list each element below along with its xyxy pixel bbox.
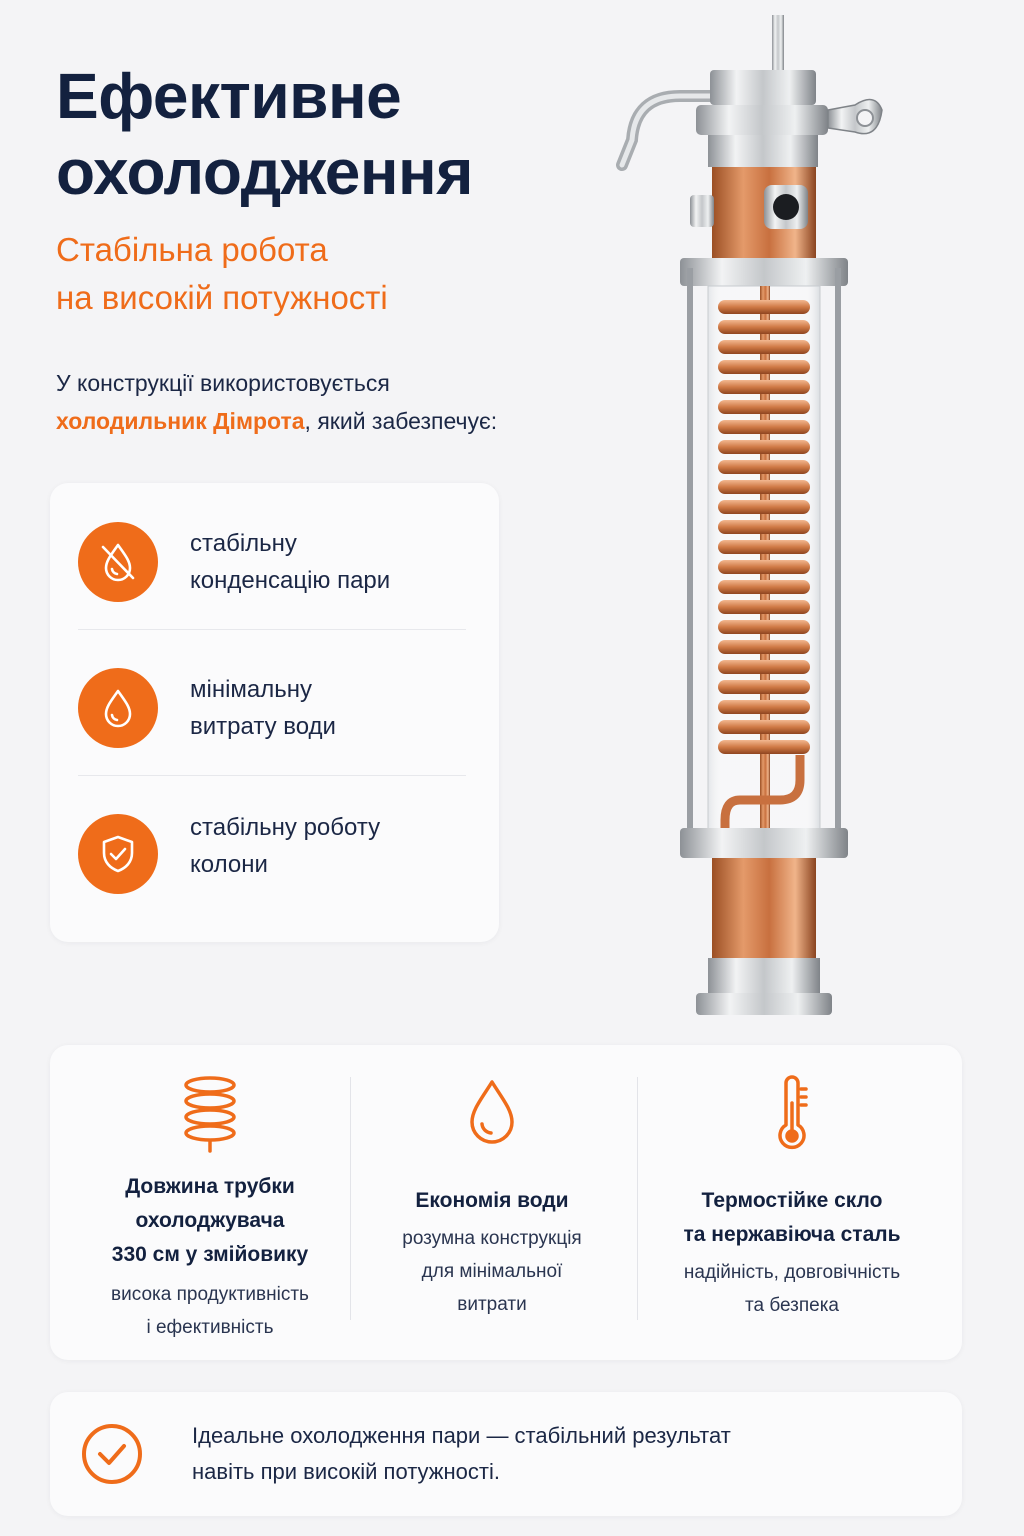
feature-label-line-1: стабільну роботу bbox=[190, 814, 381, 841]
summary-line-1: Ідеальне охолодження пари — стабільний результат bbox=[192, 1423, 731, 1448]
summary-card bbox=[50, 1392, 962, 1516]
dimroth-condenser-image bbox=[600, 10, 900, 1035]
stat-column bbox=[68, 1045, 352, 1360]
stat-title-line: та нержавіюча сталь bbox=[683, 1223, 901, 1246]
feature-item bbox=[78, 775, 466, 921]
stat-desc-line: надійність, довговічність bbox=[683, 1262, 901, 1283]
stat-desc-line: витрати bbox=[457, 1294, 527, 1315]
stat-column bbox=[360, 1045, 624, 1360]
subtitle-line-1: Стабільна робота bbox=[56, 231, 328, 268]
check-circle-icon bbox=[80, 1422, 144, 1491]
no-drop-icon bbox=[78, 522, 158, 602]
divider bbox=[350, 1077, 351, 1320]
page-title bbox=[56, 58, 473, 210]
stat-title-line: Довжина трубки bbox=[125, 1175, 295, 1198]
stat-desc-line: для мінімальної bbox=[421, 1261, 563, 1282]
feature-item bbox=[78, 483, 466, 630]
feature-label-line-2: витрату води bbox=[190, 713, 336, 740]
stat-desc-line: розумна конструкція bbox=[402, 1228, 582, 1249]
intro-line-1: У конструкції використовується bbox=[56, 370, 390, 396]
stat-desc-line: та безпека bbox=[744, 1295, 840, 1316]
feature-label-line-1: мінімальну bbox=[190, 676, 313, 703]
feature-label-line-2: колони bbox=[190, 851, 268, 878]
shield-check-icon bbox=[78, 814, 158, 894]
intro-text bbox=[56, 364, 497, 440]
water-drop-icon bbox=[466, 1077, 518, 1154]
title-line-1: Ефективне bbox=[56, 60, 402, 132]
page-subtitle bbox=[56, 226, 388, 322]
stat-column bbox=[648, 1045, 936, 1360]
thermometer-icon bbox=[772, 1075, 812, 1160]
stat-desc-line: і ефективність bbox=[146, 1317, 274, 1338]
feature-item bbox=[78, 629, 466, 776]
coil-icon bbox=[181, 1075, 239, 1160]
intro-highlight: холодильник Дімрота bbox=[56, 408, 305, 434]
stats-card bbox=[50, 1045, 962, 1360]
summary-line-2: навіть при високій потужності. bbox=[192, 1459, 500, 1484]
stat-title-line: Економія води bbox=[415, 1189, 569, 1212]
stat-title-line: 330 см у змійовику bbox=[111, 1243, 309, 1266]
copper-coil bbox=[718, 300, 810, 754]
intro-line-2 bbox=[56, 402, 497, 440]
intro-line-2-rest: , який забезпечує: bbox=[304, 408, 498, 434]
stat-desc-line: висока продуктивність bbox=[111, 1284, 309, 1305]
subtitle-line-2: на високій потужності bbox=[56, 279, 388, 316]
title-line-2: охолодження bbox=[56, 136, 473, 208]
feature-label-line-2: конденсацію пари bbox=[190, 567, 391, 594]
divider bbox=[637, 1077, 638, 1320]
stat-title-line: Термостійке скло bbox=[701, 1189, 883, 1212]
water-drop-icon bbox=[78, 668, 158, 748]
stat-title-line: охолоджувача bbox=[135, 1209, 285, 1232]
features-card bbox=[50, 483, 499, 942]
feature-label-line-1: стабільну bbox=[190, 530, 297, 557]
